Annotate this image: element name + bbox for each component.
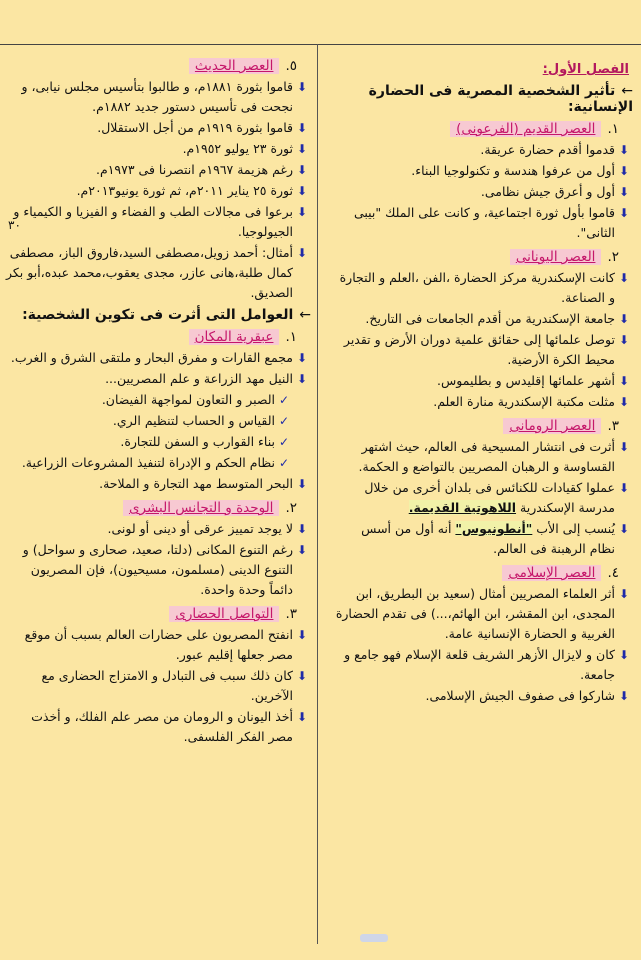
list-item: ⬇ مجمع القارات و مفرق البحار و ملتقى الشرق و الغرب. <box>6 348 311 368</box>
pin-bullet-icon: ⬇ <box>618 481 630 495</box>
list-item: ⬇ لا يوجد تمييز عرقى أو دينى أو لونى. <box>6 519 311 539</box>
pin-bullet-icon: ⬇ <box>618 333 630 347</box>
check-icon: ✓ <box>278 414 290 428</box>
list-item: ⬇ أمثال: أحمد زويل،مصطفى السيد،فاروق الباز، مصطفى كمال طلبة،هانى عازر، مجدى يعقوب،محمد عبده،أبو بكر الصديق. <box>6 243 311 303</box>
pin-bullet-icon: ⬇ <box>618 440 630 454</box>
list-item: ⬇ أول و أعرق جيش نظامى. <box>333 182 633 202</box>
list-item: ⬇ ثورة ٢٣ يوليو ١٩٥٢م. <box>6 139 311 159</box>
list-item: ⬇ البحر المتوسط مهد التجارة و الملاحة. <box>6 474 311 494</box>
list-item: ⬇ برعوا فى مجالات الطب و الفضاء و الفيزيا و الكيمياء و الجيولوجيا. <box>6 202 311 242</box>
top-rule <box>0 44 641 45</box>
highlight-text: "أنطونيوس" <box>455 521 533 536</box>
list-item: ⬇ كانت الإسكندرية مركز الحضارة ،الفن ،العلم و التجارة و الصناعة. <box>333 268 633 308</box>
check-icon: ✓ <box>278 393 290 407</box>
check-icon: ✓ <box>278 435 290 449</box>
pin-bullet-icon: ⬇ <box>618 587 630 601</box>
pin-bullet-icon: ⬇ <box>618 395 630 409</box>
column-divider <box>317 44 318 944</box>
pin-bullet-icon: ⬇ <box>296 184 308 198</box>
list-item: ⬇ أثر العلماء المصريين أمثال (سعيد بن البطريق، ابن المجدى، ابن المقشر، ابن الهائم،...) فى تقدم الحضارة الغربية و الحضارة الإنسانية عامة. <box>333 584 633 644</box>
pin-bullet-icon: ⬇ <box>296 351 308 365</box>
list-item: ⬇ النيل مهد الزراعة و علم المصريين... <box>6 369 311 389</box>
list-item: ⬇ قاموا بأول ثورة اجتماعية، و كانت على الملك "بيبى الثانى". <box>333 203 633 243</box>
check-icon: ✓ <box>278 456 290 470</box>
check-item: ✓ القياس و الحساب لتنظيم الري. <box>6 411 311 431</box>
list-item: ⬇ انفتح المصريون على حضارات العالم بسبب أن موقع مصر جعلها إقليم عبور. <box>6 625 311 665</box>
list-item: ⬇ شاركوا فى صفوف الجيش الإسلامى. <box>333 686 633 706</box>
pin-bullet-icon: ⬇ <box>296 246 308 260</box>
section-greek: ٢.العصر اليونانى <box>333 249 619 265</box>
list-item: ⬇ عملوا كقيادات للكنائس فى بلدان أخرى من خلال مدرسة الإسكندرية اللاهوتية القديمة. <box>333 478 633 518</box>
list-item: ⬇ أول من عرفوا هندسة و تكنولوجيا البناء. <box>333 161 633 181</box>
check-item: ✓ الصبر و التعاون لمواجهة الفيضان. <box>6 390 311 410</box>
pin-bullet-icon: ⬇ <box>296 628 308 642</box>
pin-bullet-icon: ⬇ <box>296 543 308 557</box>
pin-bullet-icon: ⬇ <box>618 185 630 199</box>
pin-bullet-icon: ⬇ <box>618 271 630 285</box>
right-column <box>333 52 633 707</box>
section-roman: ٣.العصر الرومانى <box>333 418 619 434</box>
pin-bullet-icon: ⬇ <box>296 669 308 683</box>
pin-bullet-icon: ⬇ <box>618 689 630 703</box>
right-heading: ←تأثير الشخصية المصرية فى الحضارة الإنسانية: <box>368 83 633 115</box>
list-item: ⬇ قدموا أقدم حضارة عريقة. <box>333 140 633 160</box>
section-modern: ٥.العصر الحديث <box>6 58 297 74</box>
factor-unity: ٢.الوحدة و التجانس البشرى <box>6 500 297 516</box>
pin-bullet-icon: ⬇ <box>296 80 308 94</box>
factor-place: ١.عبقرية المكان <box>6 329 297 345</box>
check-item: ✓ بناء القوارب و السفن للتجارة. <box>6 432 311 452</box>
left-column <box>6 52 311 748</box>
list-item: ⬇ كان و لايزال الأزهر الشريف قلعة الإسلام فهو جامع و جامعة. <box>333 645 633 685</box>
section-ancient: ١.العصر القديم (الفرعونى) <box>333 121 619 137</box>
list-item: ⬇ ثورة ٢٥ يناير ٢٠١١م، ثم ثورة يونيو٢٠١٣م. <box>6 181 311 201</box>
pin-bullet-icon: ⬇ <box>618 522 630 536</box>
chapter-title: الفصل الأول: <box>542 62 629 77</box>
pin-bullet-icon: ⬇ <box>296 121 308 135</box>
page-number: ٣٠ <box>8 218 21 232</box>
pin-bullet-icon: ⬇ <box>618 164 630 178</box>
list-item: ⬇ كان ذلك سبب فى التبادل و الامتزاج الحضارى مع الآخرين. <box>6 666 311 706</box>
arrow-icon: ← <box>299 307 311 323</box>
pin-bullet-icon: ⬇ <box>618 374 630 388</box>
pin-bullet-icon: ⬇ <box>618 312 630 326</box>
list-item: ⬇ يُنسب إلى الأب "أنطونيوس" أنه أول من أسس نظام الرهبنة فى العالم. <box>333 519 633 559</box>
list-item: ⬇ توصل علمائها إلى حقائق علمية دوران الأرض و تقدير محيط الكرة الأرضية. <box>333 330 633 370</box>
list-item: ⬇ قاموا بثورة ١٩١٩م من أجل الاستقلال. <box>6 118 311 138</box>
factor-contact: ٣.التواصل الحضارى <box>6 606 297 622</box>
list-item: ⬇ جامعة الإسكندرية من أقدم الجامعات فى التاريخ. <box>333 309 633 329</box>
list-item: ⬇ رغم هزيمة ١٩٦٧م انتصرنا فى ١٩٧٣م. <box>6 160 311 180</box>
list-item: ⬇ أشهر علمائها إقليدس و بطليموس. <box>333 371 633 391</box>
scan-mark <box>360 934 388 942</box>
list-item: ⬇ رغم التنوع المكانى (دلتا، صعيد، صحارى و سواحل) و التنوع الدينى (مسلمون، مسيحيون)، فإن المصريون دائماً وحدة واحدة. <box>6 540 311 600</box>
pin-bullet-icon: ⬇ <box>296 372 308 386</box>
pin-bullet-icon: ⬇ <box>296 522 308 536</box>
list-item: ⬇ أخذ اليونان و الرومان من مصر علم الفلك، و أخذت مصر الفكر الفلسفى. <box>6 707 311 747</box>
list-item: ⬇ أثرت فى انتشار المسيحية فى العالم، حيث اشتهر القساوسة و الرهبان المصريين بالتواضع و الحكمة. <box>333 437 633 477</box>
pin-bullet-icon: ⬇ <box>296 710 308 724</box>
pin-bullet-icon: ⬇ <box>296 205 308 219</box>
pin-bullet-icon: ⬇ <box>618 206 630 220</box>
pin-bullet-icon: ⬇ <box>296 142 308 156</box>
left-heading: ←العوامل التى أثرت فى تكوين الشخصية: <box>22 307 311 323</box>
list-item: ⬇ مثلت مكتبة الإسكندرية منارة العلم. <box>333 392 633 412</box>
section-islamic: ٤.العصر الإسلامى <box>333 565 619 581</box>
highlight-text: اللاهوتية القديمة. <box>408 500 517 515</box>
pin-bullet-icon: ⬇ <box>296 477 308 491</box>
check-item: ✓ نظام الحكم و الإدراة لتنفيذ المشروعات الزراعية. <box>6 453 311 473</box>
pin-bullet-icon: ⬇ <box>618 648 630 662</box>
arrow-icon: ← <box>621 83 633 99</box>
pin-bullet-icon: ⬇ <box>296 163 308 177</box>
list-item: ⬇ قاموا بثورة ١٨٨١م، و طالبوا بتأسيس مجلس نيابى، و نجحت فى تأسيس دستور جديد ١٨٨٢م. <box>6 77 311 117</box>
pin-bullet-icon: ⬇ <box>618 143 630 157</box>
